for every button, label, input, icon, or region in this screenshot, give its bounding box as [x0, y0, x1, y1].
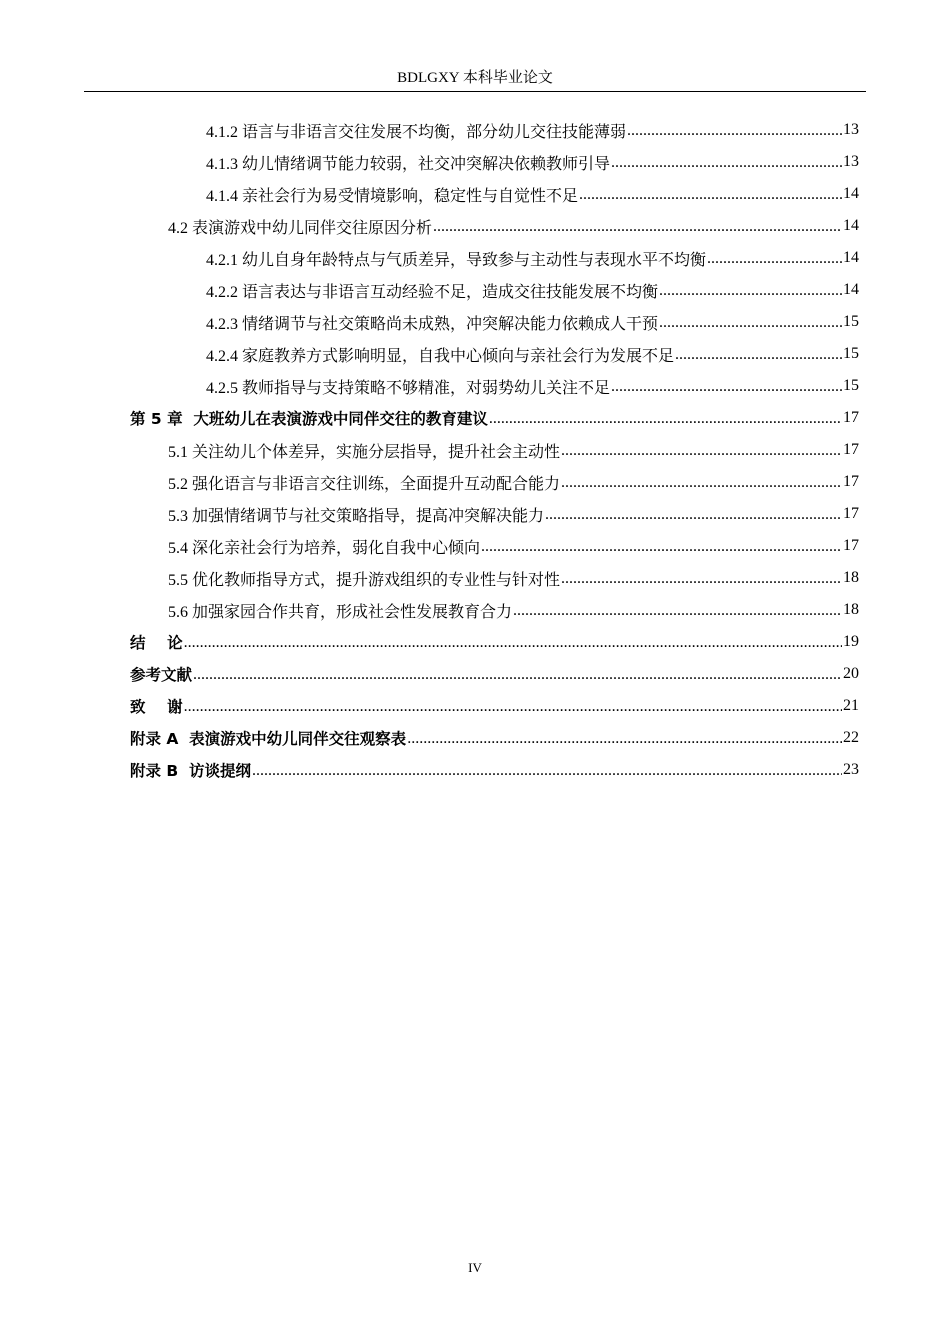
toc-entry[interactable]	[168, 434, 859, 466]
toc-leader-dots	[489, 410, 842, 428]
toc-entry[interactable]	[168, 498, 859, 530]
toc-entry-page: 19	[843, 633, 859, 650]
toc-leader-dots	[184, 698, 842, 716]
toc-entry-label: 4.1.2 语言与非语言交往发展不均衡，部分幼儿交往技能薄弱	[206, 123, 627, 141]
toc-entry[interactable]	[168, 594, 859, 626]
toc-entry-label: 第 5 章 大班幼儿在表演游戏中同伴交往的教育建议	[130, 410, 488, 428]
toc-entry[interactable]	[130, 690, 859, 722]
toc-entry-label: 4.2 表演游戏中幼儿同伴交往原因分析	[168, 219, 433, 237]
toc-entry-label: 结 论	[130, 634, 183, 652]
toc-leader-dots	[545, 506, 842, 524]
toc-entry-page: 18	[843, 569, 859, 586]
toc-entry-label: 5.2 强化语言与非语言交往训练，全面提升互动配合能力	[168, 475, 561, 493]
toc-entry-page: 20	[843, 665, 859, 682]
toc-entry-page: 17	[843, 505, 859, 522]
toc-leader-dots	[659, 282, 842, 300]
toc-entry-label: 4.2.4 家庭教养方式影响明显，自我中心倾向与亲社会行为发展不足	[206, 347, 675, 365]
toc-entry[interactable]	[206, 146, 859, 178]
toc-entry[interactable]	[206, 338, 859, 370]
toc-leader-dots	[433, 218, 842, 236]
toc-entry-page: 17	[843, 473, 859, 490]
toc-entry-page: 22	[843, 729, 859, 746]
toc-entry-page: 17	[843, 409, 859, 426]
toc-leader-dots	[627, 122, 842, 140]
toc-leader-dots	[407, 730, 842, 748]
toc-entry-page: 18	[843, 601, 859, 618]
toc-entry[interactable]	[130, 658, 859, 690]
toc-entry-label: 附录 B 访谈提纲	[130, 762, 252, 780]
toc-leader-dots	[193, 666, 842, 684]
toc-entry-page: 15	[843, 377, 859, 394]
toc-leader-dots	[611, 154, 842, 172]
toc-entry-page: 14	[843, 249, 859, 266]
header-rule	[84, 91, 866, 92]
toc-entry[interactable]	[206, 306, 859, 338]
toc-entry[interactable]	[206, 242, 859, 274]
toc-entry[interactable]	[130, 722, 859, 754]
toc-leader-dots	[579, 186, 842, 204]
toc-entry-page: 17	[843, 441, 859, 458]
toc-entry[interactable]	[206, 114, 859, 146]
toc-entry-page: 13	[843, 121, 859, 138]
toc-leader-dots	[561, 474, 842, 492]
toc-entry-label: 4.1.4 亲社会行为易受情境影响，稳定性与自觉性不足	[206, 187, 579, 205]
toc-entry-label: 4.2.3 情绪调节与社交策略尚未成熟，冲突解决能力依赖成人干预	[206, 315, 659, 333]
toc-leader-dots	[707, 250, 842, 268]
toc-entry[interactable]	[206, 274, 859, 306]
toc-entry-label: 4.2.5 教师指导与支持策略不够精准，对弱势幼儿关注不足	[206, 379, 611, 397]
toc-entry-page: 14	[843, 281, 859, 298]
toc-entry[interactable]	[206, 370, 859, 402]
toc-entry[interactable]	[168, 210, 859, 242]
toc-entry-page: 13	[843, 153, 859, 170]
toc-leader-dots	[659, 314, 842, 332]
toc-entry-page: 23	[843, 761, 859, 778]
toc-leader-dots	[675, 346, 842, 364]
toc-entry[interactable]	[130, 754, 859, 786]
toc-entry-page: 15	[843, 313, 859, 330]
toc-entry[interactable]	[168, 530, 859, 562]
running-header: BDLGXY 本科毕业论文	[397, 70, 553, 86]
toc-entry-page: 14	[843, 185, 859, 202]
toc-leader-dots	[561, 570, 842, 588]
toc-entry-label: 4.2.1 幼儿自身年龄特点与气质差异，导致参与主动性与表现水平不均衡	[206, 251, 707, 269]
toc-entry-label: 致 谢	[130, 698, 183, 716]
toc-entry[interactable]	[168, 562, 859, 594]
toc-leader-dots	[611, 378, 842, 396]
toc-entry[interactable]	[130, 626, 859, 658]
toc-entry-label: 5.1 关注幼儿个体差异，实施分层指导，提升社会主动性	[168, 443, 561, 461]
toc-entry[interactable]	[168, 466, 859, 498]
toc-entry[interactable]	[206, 178, 859, 210]
toc-entry-label: 5.4 深化亲社会行为培养，弱化自我中心倾向	[168, 539, 481, 557]
toc-entry[interactable]	[130, 402, 859, 434]
toc-entry-label: 5.3 加强情绪调节与社交策略指导，提高冲突解决能力	[168, 507, 545, 525]
toc-leader-dots	[184, 634, 842, 652]
toc-entry-label: 附录 A 表演游戏中幼儿同伴交往观察表	[130, 730, 407, 748]
toc-leader-dots	[561, 442, 842, 460]
toc-entry-page: 21	[843, 697, 859, 714]
toc-entry-page: 15	[843, 345, 859, 362]
toc-entry-label: 参考文献	[130, 666, 193, 684]
toc-leader-dots	[513, 602, 842, 620]
toc-entry-label: 5.5 优化教师指导方式，提升游戏组织的专业性与针对性	[168, 571, 561, 589]
page-number: IV	[468, 1260, 482, 1275]
toc-entry-label: 4.1.3 幼儿情绪调节能力较弱，社交冲突解决依赖教师引导	[206, 155, 611, 173]
toc-leader-dots	[481, 538, 842, 556]
toc-entry-page: 17	[843, 537, 859, 554]
toc-entry-page: 14	[843, 217, 859, 234]
toc-entry-label: 4.2.2 语言表达与非语言互动经验不足，造成交往技能发展不均衡	[206, 283, 659, 301]
toc-leader-dots	[252, 762, 842, 780]
toc-entry-label: 5.6 加强家园合作共育，形成社会性发展教育合力	[168, 603, 513, 621]
